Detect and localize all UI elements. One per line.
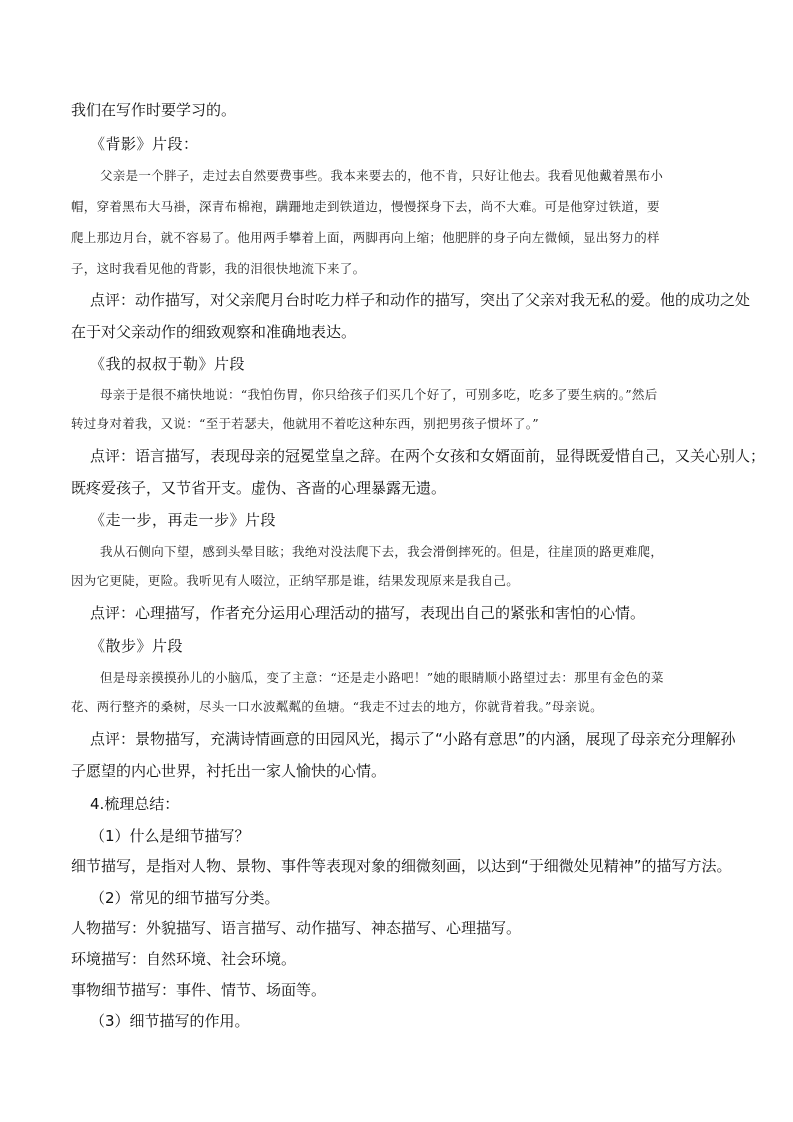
comment-line: 点评：心理描写，作者充分运用心理活动的描写，表现出自己的紧张和害怕的心情。: [90, 604, 646, 622]
comment-line: 在于对父亲动作的细致观察和准确地表达。: [71, 323, 357, 341]
summary-question-2: （2）常见的细节描写分类。: [90, 889, 280, 907]
summary-heading: 4.梳理总结：: [90, 795, 180, 813]
summary-category-thing: 事物细节描写：事件、情节、场面等。: [71, 981, 327, 999]
summary-category-environment: 环境描写：自然环境、社会环境。: [71, 950, 297, 968]
section-title-yule: 《我的叔叔于勒》片段: [90, 355, 246, 373]
comment-line: 点评：语言描写，表现母亲的冠冕堂皇之辞。在两个女孩和女婿面前，显得既爱惜自己，又关心别人；: [90, 447, 766, 465]
section-title-zouyibu: 《走一步，再走一步》片段: [90, 511, 277, 529]
comment-line: 点评：动作描写，对父亲爬月台时吃力样子和动作的描写，突出了父亲对我无私的爱。他的成功之处: [90, 291, 751, 309]
summary-answer-1: 细节描写，是指对人物、景物、事件等表现对象的细微刻画，以达到“于细微处见精神”的描写方法。: [71, 857, 732, 875]
comment-line: 点评：景物描写，充满诗情画意的田园风光，揭示了“小路有意思”的内涵，展现了母亲充分理解孙: [90, 730, 736, 748]
excerpt-line: 但是母亲摸摸孙儿的小脑瓜，变了主意：“还是走小路吧！”她的眼睛顺小路望过去：那里有金色的菜: [100, 670, 664, 685]
excerpt-line: 父亲是一个胖子，走过去自然要费事些。我本来要去的，他不肯，只好让他去。我看见他戴着黑布小: [100, 168, 664, 183]
section-title-sanbu: 《散步》片段: [90, 637, 184, 655]
excerpt-line: 爬上那边月台，就不容易了。他用两手攀着上面，两脚再向上缩；他肥胖的身子向左微倾，显出努力的样: [71, 230, 660, 245]
summary-question-3: （3）细节描写的作用。: [90, 1012, 250, 1030]
excerpt-line: 因为它更陡，更险。我听见有人啜泣，正纳罕那是谁，结果发现原来是我自己。: [71, 573, 520, 588]
comment-line: 既疼爱孩子，又节省开支。虚伪、吝啬的心理暴露无遗。: [71, 479, 447, 497]
summary-question-1: （1）什么是细节描写？: [90, 827, 250, 845]
summary-category-person: 人物描写：外貌描写、语言描写、动作描写、神态描写、心理描写。: [71, 919, 522, 937]
excerpt-line: 帽，穿着黑布大马褂，深青布棉袍，蹒跚地走到铁道边，慢慢探身下去，尚不大难。可是他穿过铁道，要: [71, 199, 660, 214]
intro-line: 我们在写作时要学习的。: [71, 101, 237, 119]
excerpt-line: 我从石侧向下望，感到头晕目眩；我绝对没法爬下去，我会滑倒摔死的。但是，往崖顶的路更难爬，: [100, 544, 664, 559]
comment-line: 子愿望的内心世界，衬托出一家人愉快的心情。: [71, 762, 387, 780]
excerpt-line: 花、两行整齐的桑树，尽头一口水波粼粼的鱼塘。“我走不过去的地方，你就背着我。”母亲说。: [71, 699, 603, 714]
excerpt-line: 转过身对着我，又说：“至于若瑟夫，他就用不着吃这种东西，别把男孩子惯坏了。”: [71, 416, 539, 431]
section-title-beiying: 《背影》片段：: [90, 135, 199, 153]
excerpt-line: 子，这时我看见他的背影，我的泪很快地流下来了。: [71, 261, 366, 276]
excerpt-line: 母亲于是很不痛快地说：“我怕伤胃，你只给孩子们买几个好了，可别多吃，吃多了要生病的。”然后: [100, 387, 658, 402]
